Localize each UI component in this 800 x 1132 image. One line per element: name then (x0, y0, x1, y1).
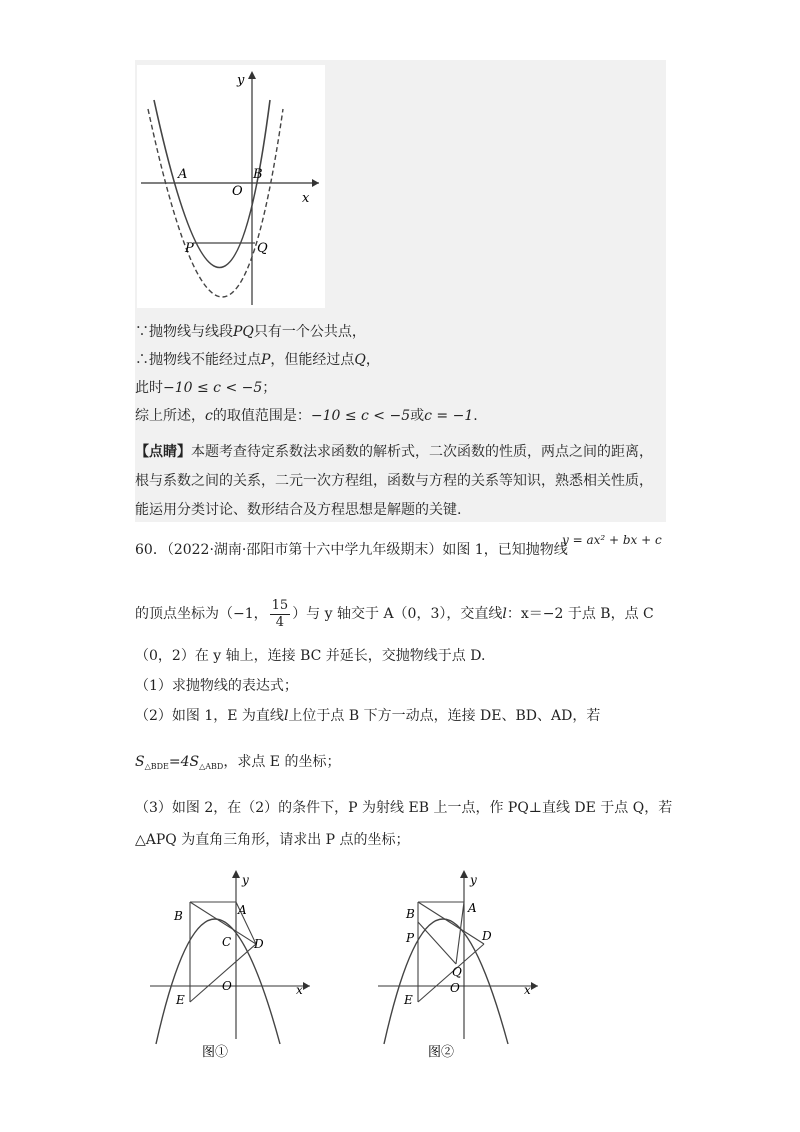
fig2-label-B: B (406, 907, 415, 921)
label-A: A (178, 167, 188, 182)
label-B: B (253, 167, 263, 182)
figure-top-parabolas (137, 65, 325, 308)
label-Q: Q (257, 241, 268, 256)
question-2-area-condition: $S_{\triangle BDE}=4S_{\triangle ABD}$，求点 E 的坐标； (135, 754, 341, 771)
fig1-label-x: x (296, 983, 303, 997)
fig2-label-A: A (468, 901, 477, 915)
solution-line-1: ∵抛物线与线段PQ只有一个公共点， (135, 324, 366, 340)
vertex-fraction: $\frac{15}{4}$ (271, 597, 289, 630)
figure-2 (378, 870, 538, 1060)
fig1-label-B: B (174, 909, 183, 923)
parabola-equation: y = ax² + bx + c (562, 533, 662, 547)
fig1-label-y: y (242, 873, 249, 887)
solution-line-3: 此时−10 ≤ c < −5； (135, 380, 277, 396)
solution-line-4: 综上所述，c的取值范围是：−10 ≤ c < −5或c = −1. (135, 408, 478, 424)
fig2-caption: 图② (428, 1045, 455, 1060)
bottom-figures-svg (140, 864, 540, 1064)
label-y: y (237, 73, 245, 88)
label-P: P (185, 241, 194, 256)
fig1-label-D: D (254, 937, 264, 951)
fig1-caption: 图① (202, 1045, 229, 1060)
fig2-label-x: x (524, 983, 531, 997)
question-3-line-1: （3）如图 2，在（2）的条件下，P 为射线 EB 上一点，作 PQ⊥直线 DE 于点 Q，若 (135, 800, 673, 816)
problem-heading: 60．（2022·湖南·邵阳市第十六中学九年级期末）如图 1，已知抛物线 (135, 542, 568, 558)
fig2-label-Q: Q (452, 965, 462, 979)
fig1-label-E: E (176, 993, 185, 1007)
fig1-label-C: C (222, 935, 232, 949)
problem-vertex-line: 的顶点坐标为（−1， $\frac{15}{4}$ ）与 y 轴交于 A（0，3），交直线l：x＝−2 于点 B，点 C (135, 597, 654, 630)
label-O: O (232, 184, 243, 199)
figure-top-svg (137, 65, 325, 308)
figure-1 (150, 870, 310, 1060)
fig2-label-y: y (470, 873, 477, 887)
commentary-paragraph: 【点睛】本题考查待定系数法求函数的解析式，二次函数的性质，两点之间的距离，根与系数之间的关系，二元一次方程组，函数与方程的关系等知识，熟悉相关性质，能运用分类讨论、数形结合及方程思想是解题的关键. (135, 444, 653, 518)
fig2-label-O: O (450, 981, 460, 995)
fig2-label-D: D (482, 929, 492, 943)
question-1: （1）求抛物线的表达式； (135, 678, 298, 694)
fig1-label-O: O (222, 979, 232, 993)
fig2-label-E: E (404, 993, 413, 1007)
bottom-figures (140, 864, 540, 1064)
fig2-label-P: P (406, 931, 415, 945)
question-2: （2）如图 1，E 为直线l上位于点 B 下方一动点，连接 DE、BD、AD，若 (135, 708, 601, 724)
question-3-line-2: △APQ 为直角三角形，请求出 P 点的坐标； (135, 832, 410, 848)
label-x: x (302, 191, 310, 206)
solution-line-2: ∴抛物线不能经过点P，但能经过点Q， (135, 352, 380, 368)
problem-point-c-line: （0，2）在 y 轴上，连接 BC 并延长，交抛物线于点 D. (135, 648, 486, 664)
fig1-label-A: A (238, 903, 247, 917)
